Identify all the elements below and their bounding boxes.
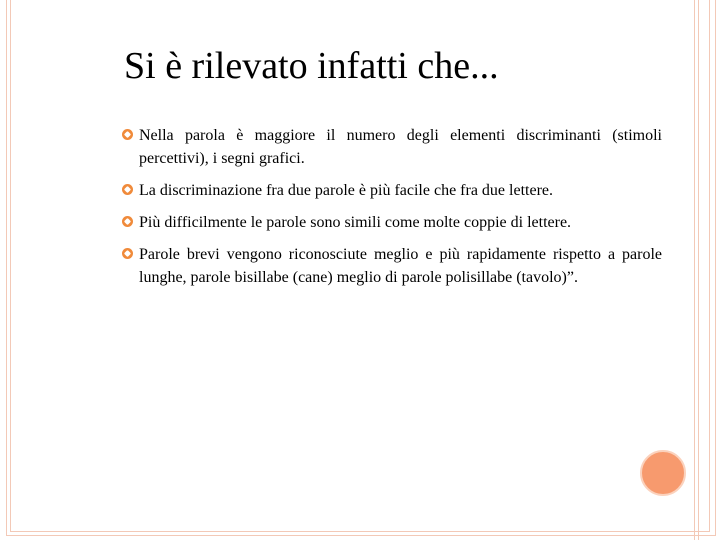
slide-right-rule	[694, 0, 695, 540]
bullet-item	[122, 124, 662, 170]
decorative-circle	[640, 450, 686, 496]
bullet-text: Nella parola è maggiore il numero degli elementi discriminanti (stimoli percettivi), i segni grafici.	[139, 127, 662, 167]
bullet-item	[122, 243, 662, 289]
bullet-marker-icon	[122, 129, 133, 140]
bullet-text: Parole brevi vengono riconosciute meglio e più rapidamente rispetto a parole lunghe, parole bisillabe (cane) meglio di parole polisillabe (tavolo)”.	[139, 246, 662, 286]
bullet-marker-icon	[122, 184, 133, 195]
bullet-marker-icon	[122, 216, 133, 227]
slide-title: Si è rilevato infatti che...	[124, 45, 499, 87]
bullet-text: Più difficilmente le parole sono simili come molte coppie di lettere.	[139, 214, 572, 231]
bullet-marker-icon	[122, 248, 133, 259]
slide-right-rule-2	[698, 0, 699, 540]
bullet-item	[122, 179, 662, 202]
bullet-list	[122, 124, 662, 298]
bullet-item	[122, 211, 662, 234]
bullet-text: La discriminazione fra due parole è più facile che fra due lettere.	[139, 182, 553, 199]
